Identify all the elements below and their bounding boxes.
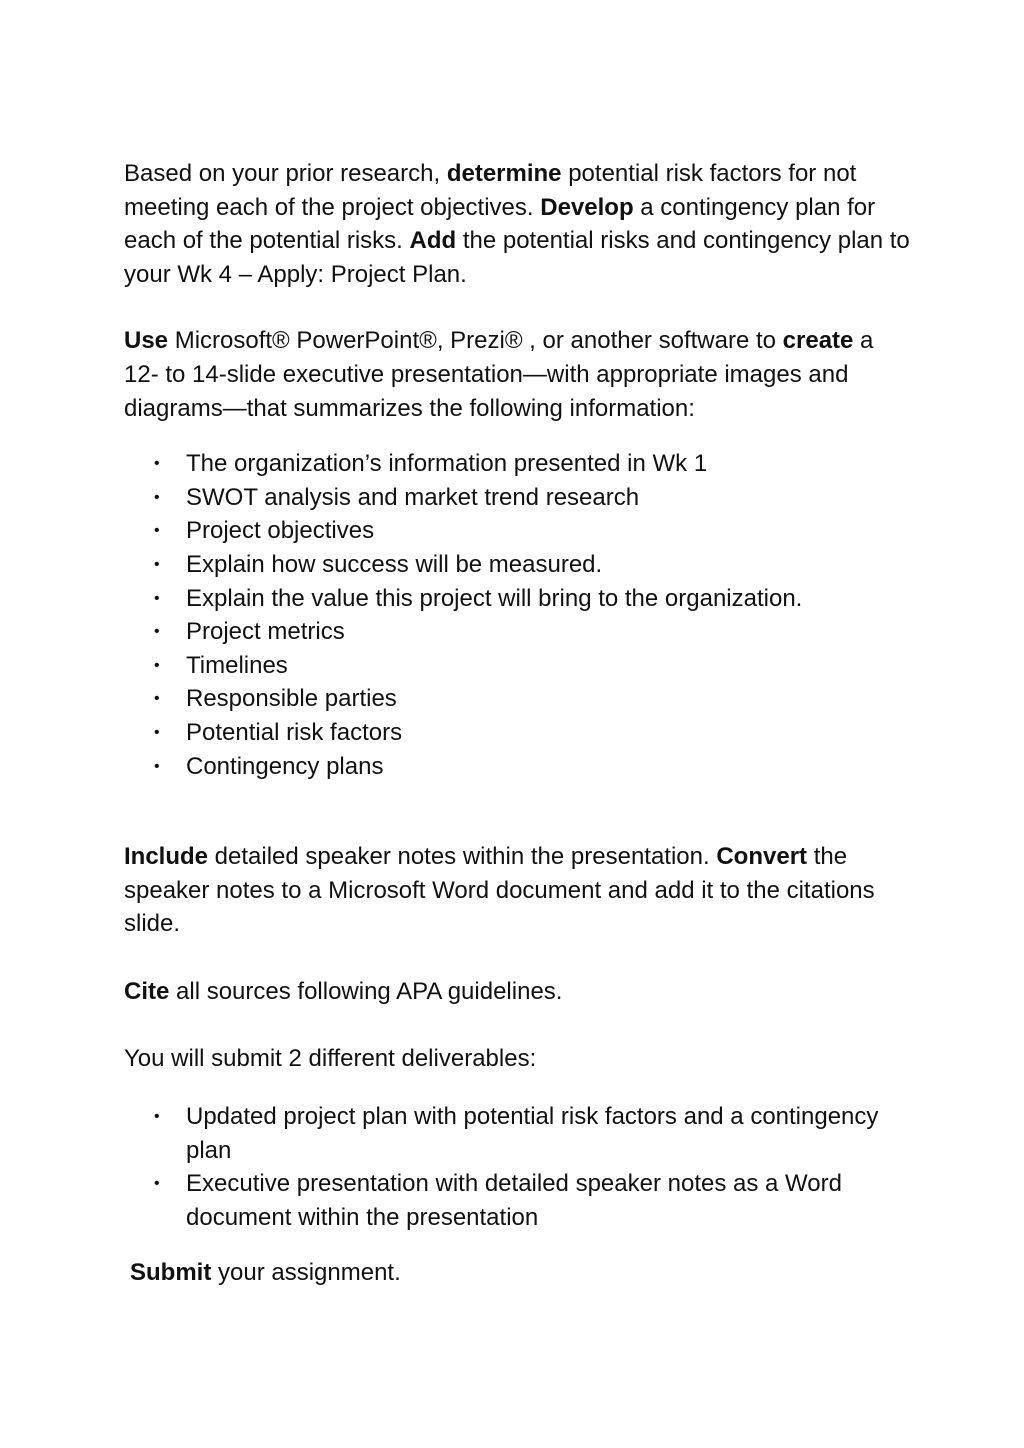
list-item: • Explain the value this project will bring to the organization. [124, 582, 914, 616]
list-item: • Executive presentation with detailed speaker notes as a Word document within the presentation [124, 1167, 914, 1234]
keyword-develop: Develop [540, 193, 634, 221]
use-text-1: Microsoft® PowerPoint®, Prezi® , or another software to [168, 327, 783, 355]
intro-text-1: Based on your prior research, [124, 160, 447, 187]
keyword-cite: Cite [124, 977, 170, 1005]
intro-text-4: the potential risks and contingency plan to your Wk 4 – Apply: Project Plan. [124, 227, 910, 288]
list-item: • The organization’s information presented in Wk 1 [124, 447, 914, 481]
include-paragraph [124, 840, 914, 941]
deliverables-list [124, 1100, 914, 1234]
information-list [124, 447, 914, 783]
keyword-use: Use [124, 327, 169, 355]
use-text-2: a 12- to 14-slide executive presentation—with appropriate images and diagrams—that summarizes the following information: [124, 327, 874, 422]
deliverables-intro: You will submit 2 different deliverables: [124, 1045, 537, 1073]
list-item: • Potential risk factors [124, 716, 914, 750]
intro-text-3: a contingency plan for each of the potential risks. [124, 193, 876, 255]
list-item: • Contingency plans [124, 750, 914, 784]
list-item: • Timelines [124, 649, 914, 683]
keyword-submit: Submit [130, 1259, 212, 1287]
list-item: • Project objectives [124, 514, 914, 548]
include-text-2: the speaker notes to a Microsoft Word document and add it to the citations slide. [124, 843, 875, 938]
list-item: • Explain how success will be measured. [124, 548, 914, 582]
list-item: • Updated project plan with potential risk factors and a contingency plan [124, 1100, 914, 1167]
keyword-convert: Convert [716, 843, 808, 871]
list-item: • SWOT analysis and market trend research [124, 481, 914, 515]
use-paragraph [124, 324, 914, 425]
submit-paragraph [124, 1256, 914, 1290]
keyword-create: create [782, 327, 854, 355]
keyword-determine: determine [446, 160, 562, 187]
intro-text-2: potential risk factors for not meeting each of the project objectives. [124, 160, 857, 221]
include-text-1: detailed speaker notes within the presentation. [208, 843, 717, 871]
keyword-add: Add [409, 227, 457, 255]
submit-text: your assignment. [211, 1259, 401, 1287]
keyword-include: Include [124, 843, 209, 871]
cite-text: all sources following APA guidelines. [169, 977, 563, 1005]
document-page [124, 157, 914, 1290]
list-item: • Project metrics [124, 615, 914, 649]
cite-paragraph [124, 975, 914, 1009]
list-item: • Responsible parties [124, 682, 914, 716]
intro-paragraph [124, 157, 914, 291]
